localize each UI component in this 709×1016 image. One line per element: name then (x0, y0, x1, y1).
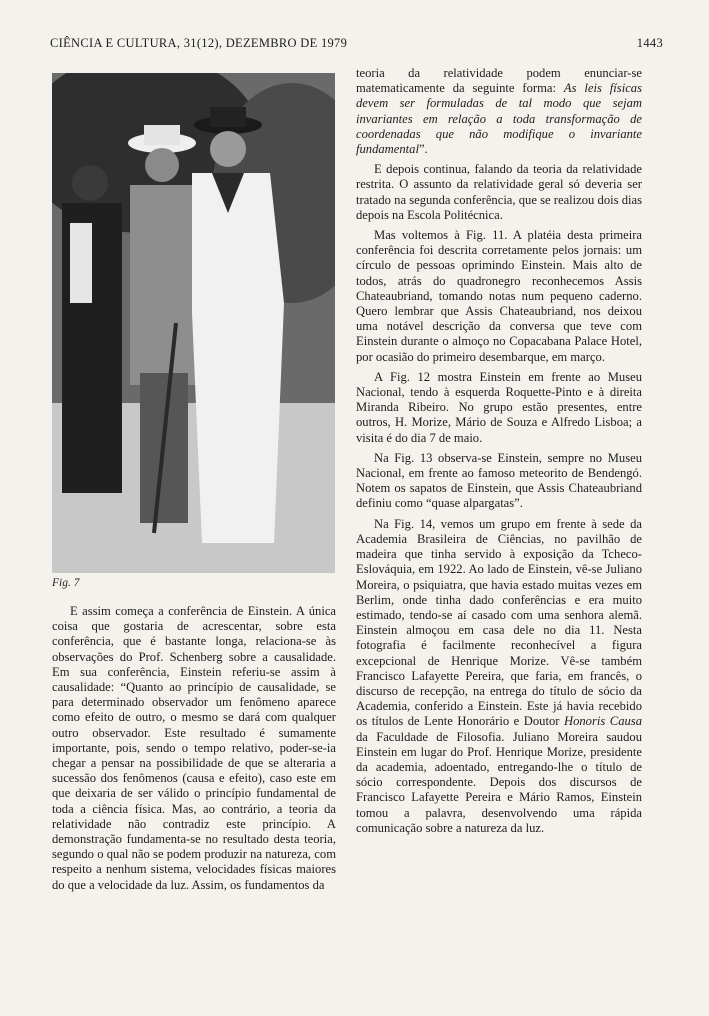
figure-photo (52, 73, 335, 573)
figure-caption: Fig. 7 (52, 577, 80, 589)
right-paragraph-4: A Fig. 12 mostra Einstein em frente ao Museu Nacional, tendo à esquerda Roquette-Pinto e à direita Miranda Ribeiro. No grupo estão presentes, entre outros, H. Morize, Mário de Souza e Alfredo Lisboa; a visita é do dia 7 de maio. (356, 369, 642, 445)
left-paragraph-1: E assim começa a conferência de Einstein. A única coisa que gostaria de acrescentar, sobre esta conferência, que é bastante longa, relaciona-se às observações do Prof. Schenberg sobre a causalidade. Em sua conferência, Einstein referiu-se assim à causalidade: “Quanto ao princípio de causalidade, se para determinado observador um fenômeno aparece como efeito de outro, o mesmo se dará com qualquer outro observador. Este resultado é sumamente importante, pois, sendo o tempo relativo, poder-se-ia chegar a pensar na possibilidade de que se alteraria a sucessão dos fenômenos (causa e efeito), caso este em que deixaria de ser válido o princípio fundamental de toda a ciência física. Mas, ao contrário, a teoria da relatividade não contradiz este princípio. A demonstração fundamenta-se no resultado desta teoria, segundo o qual não se podem produzir na natureza, com respeito a nenhum sistema, velocidades físicas maiores do que a velocidade da luz. Assim, os fundamentos da (52, 604, 336, 892)
right-column (356, 66, 642, 841)
paragraph-6-italic: Honoris Causa (563, 714, 642, 729)
photo-illustration (52, 73, 335, 573)
paragraph-1-lead: teoria da relatividade podem enunciar-se matematicamente da seguinte forma: (356, 66, 642, 96)
paragraph-6-lead: Na Fig. 14, vemos um grupo em frente à sede da Academia Brasileira de Ciências, no pavilhão de madeira que tinha servido à exposição da Tcheco-Eslováquia, em 1922. Ao lado de Einstein, vê-se Juliano Moreira, o psiquiatra, que havia estado muitas vezes em Berlim, onde tinha dado conferências e era muito estimado, tendo-se aí casado com uma senhora alemã. Einstein almoçou em casa dele no dia 11. Nesta fotografia é facilmente reconhecível a figura excepcional de Henrique Morize. Vê-se também Francisco Lafayette Pereira, que faria, em francês, o discurso de recepção, na entrega do título de sócio da Academia, conferido a Einstein. Este já havia recebido os títulos de Lente Honorário e Doutor (356, 516, 642, 729)
right-paragraph-1 (356, 66, 642, 157)
right-paragraph-2: E depois continua, falando da teoria da relatividade restrita. O assunto da relatividade geral só deveria ser tratado na segunda conferência, que se realizou dois dias depois na Escola Politécnica. (356, 162, 642, 222)
right-paragraph-3: Mas voltemos à Fig. 11. A platéia desta primeira conferência foi descrita corretamente pelos jornais: um círculo de pessoas oprimindo Einstein. Mais alto de todos, atrás do quadronegro reconhecemos Assis Chateaubriand, tomando notas num pequeno caderno. Quero lembrar que Assis Chateaubriand, nos deixou uma notável descrição da conversa que teve com Einstein durante o almoço no Copacabana Palace Hotel, por ocasião do primeiro desembarque, em março. (356, 228, 642, 364)
right-paragraph-5: Na Fig. 13 observa-se Einstein, sempre no Museu Nacional, em frente ao famoso meteorito de Bendengó. Notem os sapatos de Einstein, que Assis Chateaubriand definiu como “quase alpargatas”. (356, 450, 642, 511)
page-number: 1443 (636, 36, 663, 50)
left-column (52, 604, 336, 898)
running-header (50, 36, 663, 51)
paragraph-1-italic: As leis físicas devem ser formuladas de tal modo que sejam invariantes em relação a toda transformação de coordenadas que não modifique o invariante fundamental (356, 81, 642, 157)
journal-title: CIÊNCIA E CULTURA, 31(12), DEZEMBRO DE 1979 (50, 36, 348, 50)
right-paragraph-6 (356, 517, 642, 836)
paragraph-1-tail: ”. (418, 142, 428, 157)
paragraph-6-tail: da Faculdade de Filosofia. Juliano Moreira saudou Einstein em lugar do Prof. Henrique Morize, presidente da academia, adoentado, entregando-lhe o título de sócio correspondente. Depois dos discursos de Francisco Lafayette Pereira e Mário Ramos, Einstein tomou a palavra, desenvolvendo uma rápida comunicação sobre a natureza da luz. (356, 729, 642, 835)
